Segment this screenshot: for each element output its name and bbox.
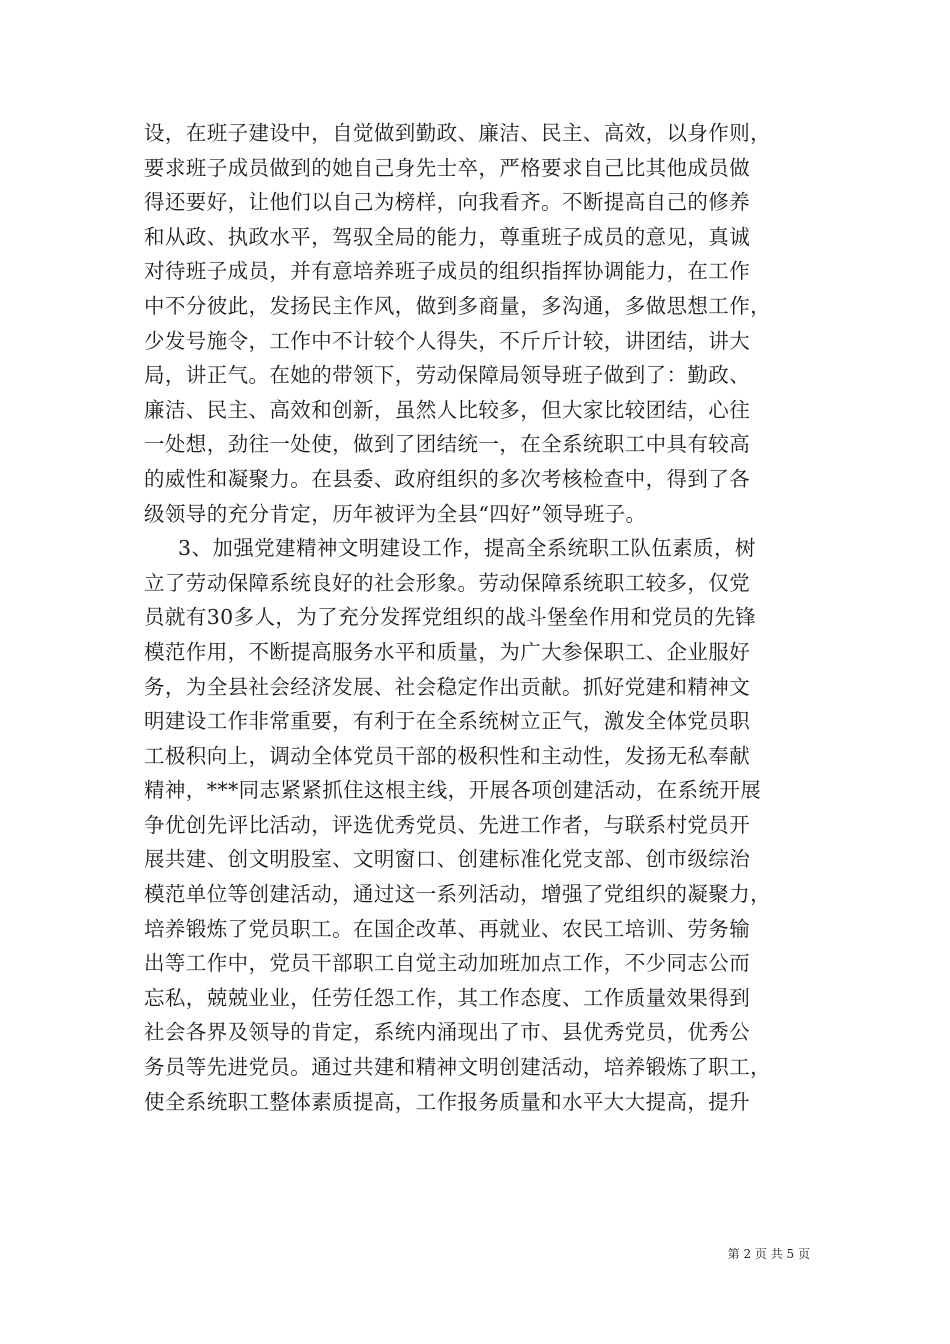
page-number-footer: 第 2 页 共 5 页: [727, 1247, 810, 1261]
text-line: 社会各界及领导的肯定，系统内涌现出了市、县优秀党员，优秀公: [144, 1020, 751, 1045]
text-line: 少发号施令，工作中不计较个人得失，不斤斤计较，讲团结，讲大: [144, 328, 751, 353]
text-line: 中不分彼此，发扬民主作风，做到多商量，多沟通，多做思想工作，: [144, 293, 771, 318]
text-line: 局，讲正气。在她的带领下，劳动保障局领导班子做到了：勤政、: [144, 363, 751, 388]
text-line: 模范单位等创建活动，通过这一系列活动，增强了党组织的凝聚力，: [144, 882, 771, 907]
text-line: 廉洁、民主、高效和创新，虽然人比较多，但大家比较团结，心往: [144, 397, 751, 422]
text-line: 明建设工作非常重要，有利于在全系统树立正气，激发全体党员职: [144, 709, 751, 734]
text-line: 设，在班子建设中，自觉做到勤政、廉洁、民主、高效，以身作则，: [144, 121, 771, 145]
text-line: 务，为全县社会经济发展、社会稳定作出贡献。抓好党建和精神文: [144, 674, 751, 699]
text-line: 员就有30多人，为了充分发挥党组织的战斗堡垒作用和党员的先锋: [144, 605, 757, 630]
text-line: 和从政、执政水平，驾驭全局的能力，尊重班子成员的意见，真诚: [144, 224, 751, 249]
text-line: 级领导的充分肯定，历年被评为全县“四好”领导班子。: [144, 501, 647, 526]
text-line: 一处想，劲往一处使，做到了团结统一，在全系统职工中具有较高: [144, 432, 751, 457]
body-text: [144, 116, 824, 1119]
text-line: 得还要好，让他们以自己为榜样，向我看齐。不断提高自己的修养: [144, 190, 751, 215]
text-line: 忘私，兢兢业业，任劳任怨工作，其工作态度、工作质量效果得到: [144, 985, 751, 1010]
text-line: 使全系统职工整体素质提高，工作报务质量和水平大大提高，提升: [144, 1089, 751, 1114]
text-line: 务员等先进党员。通过共建和精神文明创建活动，培养锻炼了职工，: [144, 1055, 771, 1080]
text-line: 的威性和凝聚力。在县委、政府组织的多次考核检查中，得到了各: [144, 466, 751, 491]
text-line: 立了劳动保障系统良好的社会形象。劳动保障系统职工较多，仅党: [144, 570, 751, 595]
text-line: 要求班子成员做到的她自己身先士卒，严格要求自己比其他成员做: [144, 155, 751, 180]
paragraph-start-line: 3、加强党建精神文明建设工作，提高全系统职工队伍素质，树: [178, 536, 756, 561]
text-line: 展共建、创文明股室、文明窗口、创建标准化党支部、创市级综治: [144, 847, 751, 872]
text-line: 工极积向上，调动全体党员干部的极积性和主动性，发扬无私奉献: [144, 743, 751, 768]
text-line: 精神，***同志紧紧抓住这根主线，开展各项创建活动，在系统开展: [144, 778, 762, 803]
text-line: 出等工作中，党员干部职工自觉主动加班加点工作，不少同志公而: [144, 951, 751, 976]
text-line: 对待班子成员，并有意培养班子成员的组织指挥协调能力，在工作: [144, 259, 751, 284]
text-line: 模范作用，不断提高服务水平和质量，为广大参保职工、企业服好: [144, 639, 751, 664]
text-line: 争优创先评比活动，评选优秀党员、先进工作者，与联系村党员开: [144, 812, 751, 837]
text-line: 培养锻炼了党员职工。在国企改革、再就业、农民工培训、劳务输: [144, 916, 751, 941]
